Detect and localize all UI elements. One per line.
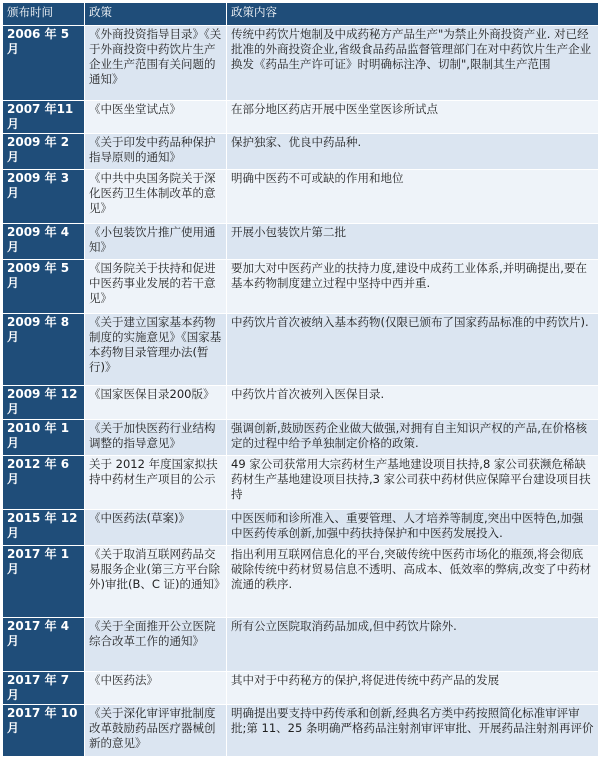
row-content: 明确提出要支持中药传承和创新,经典名方类中药按照简化标准审评审批;第 11、25 条明确严格药品注射剂审评审批、开展药品注射剂再评价 <box>227 705 599 757</box>
row-date: 2017 年 7 月 <box>3 672 85 705</box>
row-content: 保护独家、优良中药品种. <box>227 134 599 170</box>
row-date: 2010 年 1 月 <box>3 420 85 456</box>
table-row <box>3 260 599 314</box>
row-content: 在部分地区药店开展中医坐堂医诊所试点 <box>227 101 599 134</box>
row-date: 2017 年 1 月 <box>3 546 85 618</box>
table-row <box>3 705 599 757</box>
row-policy: 《外商投资指导目录》《关于外商投资中药饮片生产企业生产范围有关问题的通知》 <box>85 26 227 101</box>
table-row <box>3 510 599 546</box>
row-content: 指出利用互联网信息化的平台,突破传统中医药市场化的瓶颈,将会彻底破除传统中药材贸易信息不透明、高成本、低效率的弊病,改变了中药材流通的秩序. <box>227 546 599 618</box>
table-row <box>3 314 599 386</box>
row-date: 2009 年 2 月 <box>3 134 85 170</box>
row-content: 中药饮片首次被纳入基本药物(仅限已颁布了国家药品标准的中药饮片). <box>227 314 599 386</box>
row-content: 其中对于中药秘方的保护,将促进传统中药产品的发展 <box>227 672 599 705</box>
row-policy: 《关于全面推开公立医院综合改革工作的通知》 <box>85 618 227 672</box>
row-policy: 《国家医保目录200版》 <box>85 386 227 420</box>
row-content: 传统中药饮片炮制及中成药秘方产品生产"为禁止外商投资产业. 对已经批准的外商投资企业,省级食品药品监督管理部门在对中药饮片生产企业换发《药品生产许可证》时明确标注净、切制",限制其生产范围 <box>227 26 599 101</box>
row-date: 2009 年 12 月 <box>3 386 85 420</box>
row-date: 2009 年 3 月 <box>3 170 85 224</box>
row-content: 中药饮片首次被列入医保目录. <box>227 386 599 420</box>
table-row <box>3 101 599 134</box>
row-content: 开展小包装饮片第二批 <box>227 224 599 260</box>
table-row <box>3 456 599 510</box>
table-row <box>3 224 599 260</box>
row-policy: 《关于加快医药行业结构调整的指导意见》 <box>85 420 227 456</box>
header-date: 颁布时间 <box>3 3 85 26</box>
row-date: 2006 年 5 月 <box>3 26 85 101</box>
row-content: 明确中医药不可或缺的作用和地位 <box>227 170 599 224</box>
row-date: 2017 年 10 月 <box>3 705 85 757</box>
table-row <box>3 134 599 170</box>
table-row <box>3 672 599 705</box>
table-row <box>3 26 599 101</box>
row-policy: 《中共中央国务院关于深化医药卫生体制改革的意见》 <box>85 170 227 224</box>
row-date: 2009 年 8 月 <box>3 314 85 386</box>
row-policy: 《中医坐堂试点》 <box>85 101 227 134</box>
row-policy: 《中医药法(草案)》 <box>85 510 227 546</box>
row-policy: 《关于取消互联网药品交易服务企业(第三方平台除外)审批(B、C 证)的通知》 <box>85 546 227 618</box>
row-policy: 《小包装饮片推广使用通知》 <box>85 224 227 260</box>
row-policy: 关于 2012 年度国家拟扶持中药材生产项目的公示 <box>85 456 227 510</box>
row-date: 2012 年 6 月 <box>3 456 85 510</box>
row-policy: 《关于建立国家基本药物制度的实施意见》《国家基本药物目录管理办法(暂行)》 <box>85 314 227 386</box>
header-content: 政策内容 <box>227 3 599 26</box>
policy-table <box>2 2 599 757</box>
header-policy: 政策 <box>85 3 227 26</box>
table-row <box>3 170 599 224</box>
row-content: 要加大对中医药产业的扶持力度,建设中成药工业体系,并明确提出,要在基本药物制度建立过程中坚持中西并重. <box>227 260 599 314</box>
row-policy: 《国务院关于扶持和促进中医药事业发展的若干意见》 <box>85 260 227 314</box>
table-row <box>3 420 599 456</box>
row-content: 强调创新,鼓励医药企业做大做强,对拥有自主知识产权的产品,在价格核定的过程中给予单独制定价格的政策. <box>227 420 599 456</box>
table-row <box>3 546 599 618</box>
row-content: 中医医师和诊所准入、重要管理、人才培养等制度,突出中医特色,加强中医药传承创新,加强中药扶持保护和中医药发展投入. <box>227 510 599 546</box>
row-policy: 《关于深化审评审批制度改革鼓励药品医疗器械创新的意见》 <box>85 705 227 757</box>
row-date: 2015 年 12 月 <box>3 510 85 546</box>
row-date: 2009 年 5 月 <box>3 260 85 314</box>
row-policy: 《关于印发中药品种保护指导原则的通知》 <box>85 134 227 170</box>
row-content: 49 家公司获常用大宗药材生产基地建设项目扶持,8 家公司获濒危稀缺药材生产基地建设项目扶持,3 家公司获中药材供应保障平台建设项目扶持 <box>227 456 599 510</box>
row-date: 2009 年 4 月 <box>3 224 85 260</box>
row-policy: 《中医药法》 <box>85 672 227 705</box>
table-row <box>3 618 599 672</box>
table-row <box>3 386 599 420</box>
row-date: 2017 年 4 月 <box>3 618 85 672</box>
table-header-row <box>3 3 599 26</box>
row-date: 2007 年11 月 <box>3 101 85 134</box>
row-content: 所有公立医院取消药品加成,但中药饮片除外. <box>227 618 599 672</box>
